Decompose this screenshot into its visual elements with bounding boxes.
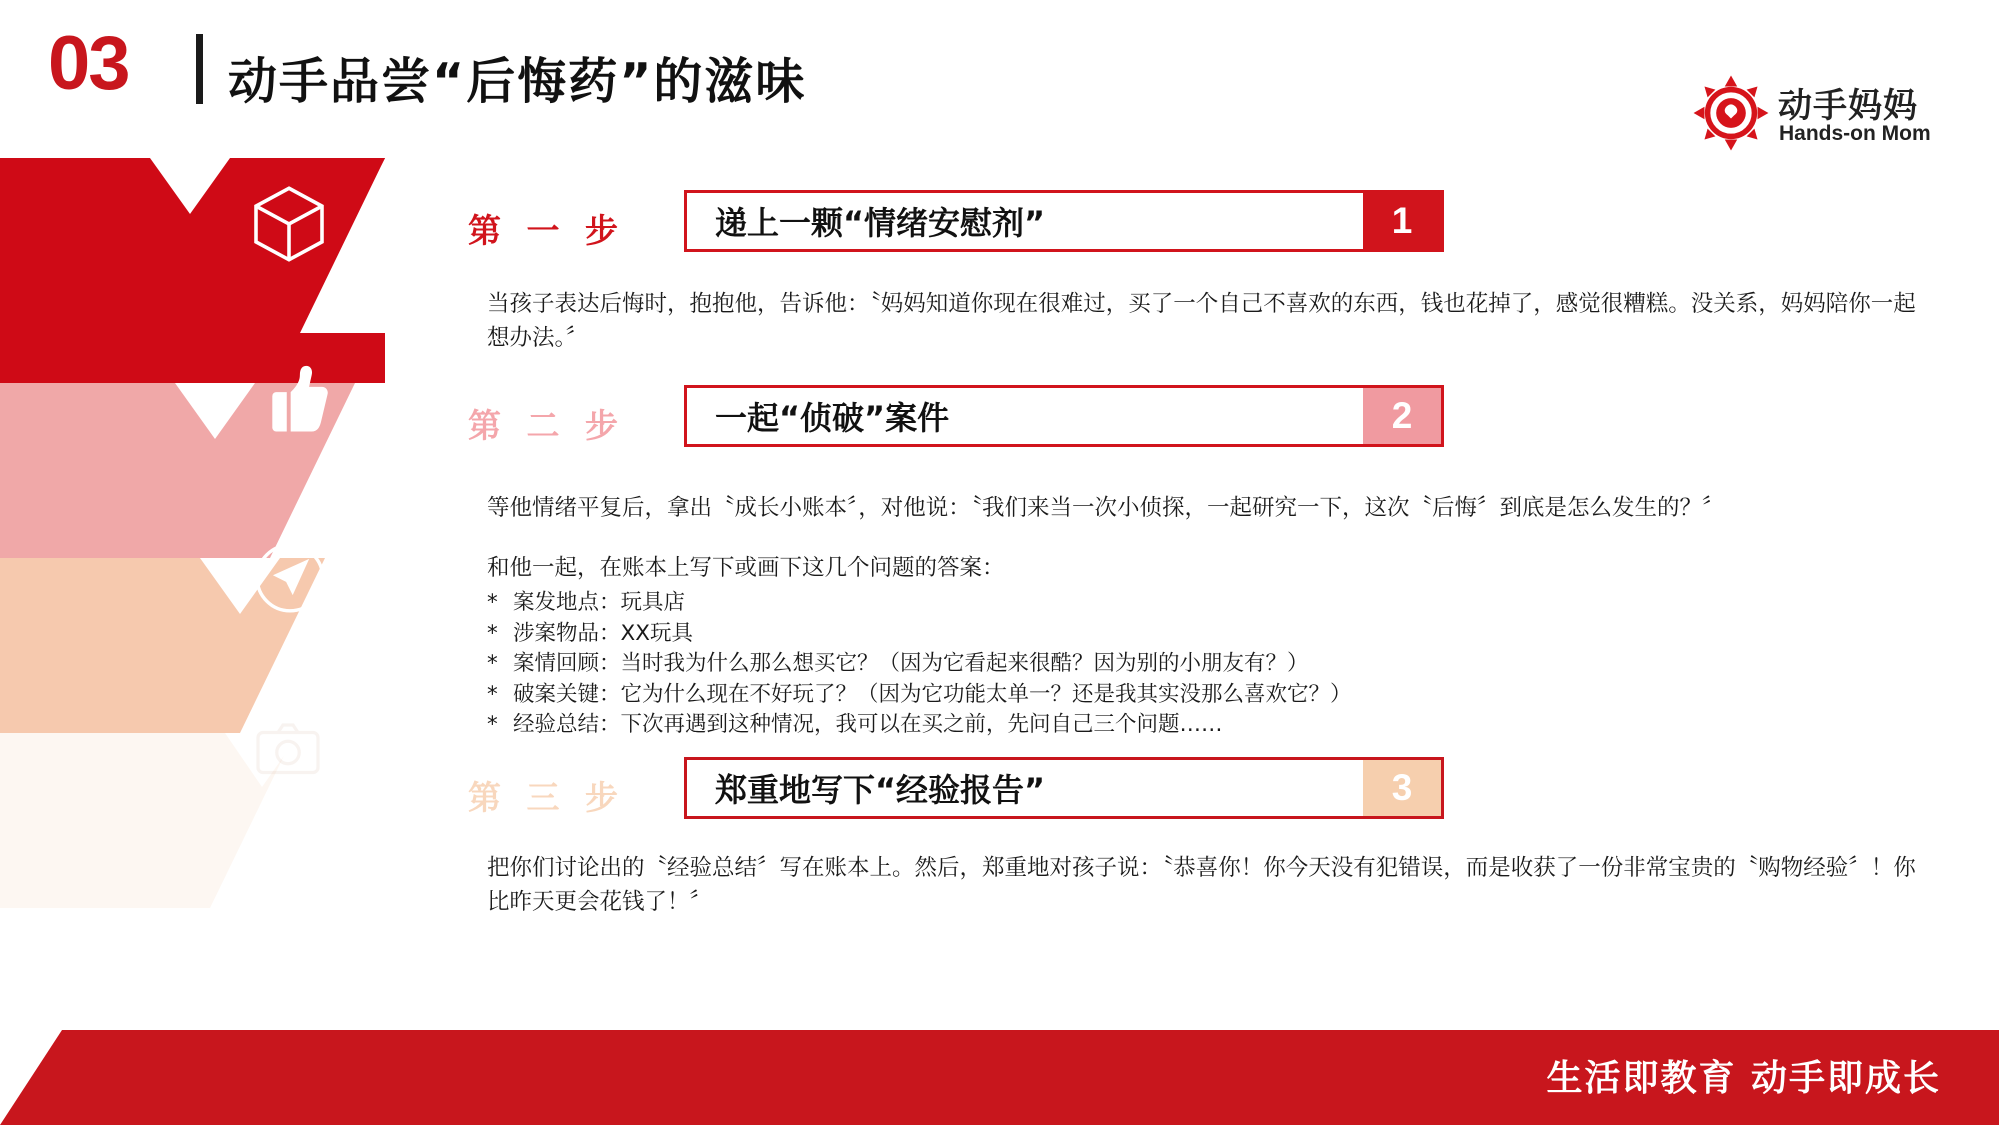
thumbs-up-icon <box>250 358 334 447</box>
step-2-body-secondary: 和他一起，在账本上写下或画下这几个问题的答案： <box>487 555 1005 581</box>
step-3-title: 郑重地写下“经验报告” <box>715 771 1046 809</box>
camera-icon <box>248 710 328 795</box>
list-item <box>487 680 1352 711</box>
list-item-label: 破案关键：它为什么现在不好玩了？（因为它功能太单一？还是我其实没那么喜欢它？） <box>513 681 1352 707</box>
logo-name-en: Hands-on Mom <box>1779 122 1931 145</box>
step-1-title-bar <box>684 190 1444 252</box>
page-title: 动手品尝“后悔药”的滋味 <box>228 53 807 110</box>
page-title-number: 03 <box>48 21 129 106</box>
step-2-number: 2 <box>1363 388 1441 444</box>
footer-slogan: 生活即教育 动手即成长 <box>1546 1058 1941 1099</box>
bullet-marker: * <box>487 620 498 646</box>
bullet-marker: * <box>487 681 498 707</box>
list-item-label: 经验总结：下次再遇到这种情况，我可以在买之前，先问自己三个问题…… <box>513 712 1223 738</box>
step-1-label: 第 一 步 <box>468 211 625 250</box>
brand-logo <box>1692 72 1957 152</box>
step-2-bullet-list <box>487 588 1352 741</box>
list-item-label: 案情回顾：当时我为什么那么想买它？（因为它看起来很酷？因为别的小朋友有？） <box>513 651 1309 677</box>
paper-plane-icon <box>248 536 332 625</box>
list-item-label: 涉案物品：XX玩具 <box>513 620 693 646</box>
list-item <box>487 619 1352 650</box>
step-3-body: 把你们讨论出的〝经验总结〞写在账本上。然后，郑重地对孩子说：〝恭喜你！你今天没有犯错误，而是收获了一份非常宝贵的〝购物经验〞！你比昨天更会花钱了！〞 <box>487 855 1916 915</box>
list-item <box>487 588 1352 619</box>
bullet-marker: * <box>487 590 498 615</box>
list-item <box>487 710 1352 741</box>
list-item-label: 案发地点：玩具店 <box>513 590 686 615</box>
header-divider <box>196 34 203 104</box>
step-2-title: 一起“侦破”案件 <box>715 399 950 437</box>
sunburst-badge-icon <box>1692 74 1770 152</box>
step-1-body: 当孩子表达后悔时，抱抱他，告诉他：〝妈妈知道你现在很难过，买了一个自己不喜欢的东西，钱也花掉了，感觉很糟糕。没关系，妈妈陪你一起想办法。〞 <box>487 291 1916 351</box>
logo-name-cn: 动手妈妈 <box>1778 86 1918 126</box>
step-2-title-bar <box>684 385 1444 447</box>
step-2-label: 第 二 步 <box>468 406 625 445</box>
step-1-number: 1 <box>1363 193 1441 249</box>
decorative-chevron-ribbons <box>0 158 400 1038</box>
step-3-title-bar <box>684 757 1444 819</box>
list-item <box>487 649 1352 680</box>
step-2-body: 等他情绪平复后，拿出〝成长小账本〞，对他说：〝我们来当一次小侦探，一起研究一下，这次〝后悔〞到底是怎么发生的？〞 <box>487 495 1725 521</box>
step-3-label: 第 三 步 <box>468 778 625 817</box>
bullet-marker: * <box>487 712 498 738</box>
step-3-number: 3 <box>1363 760 1441 816</box>
step-1-title: 递上一颗“情绪安慰剂” <box>715 204 1046 242</box>
bullet-marker: * <box>487 651 498 677</box>
cube-icon <box>245 180 333 273</box>
